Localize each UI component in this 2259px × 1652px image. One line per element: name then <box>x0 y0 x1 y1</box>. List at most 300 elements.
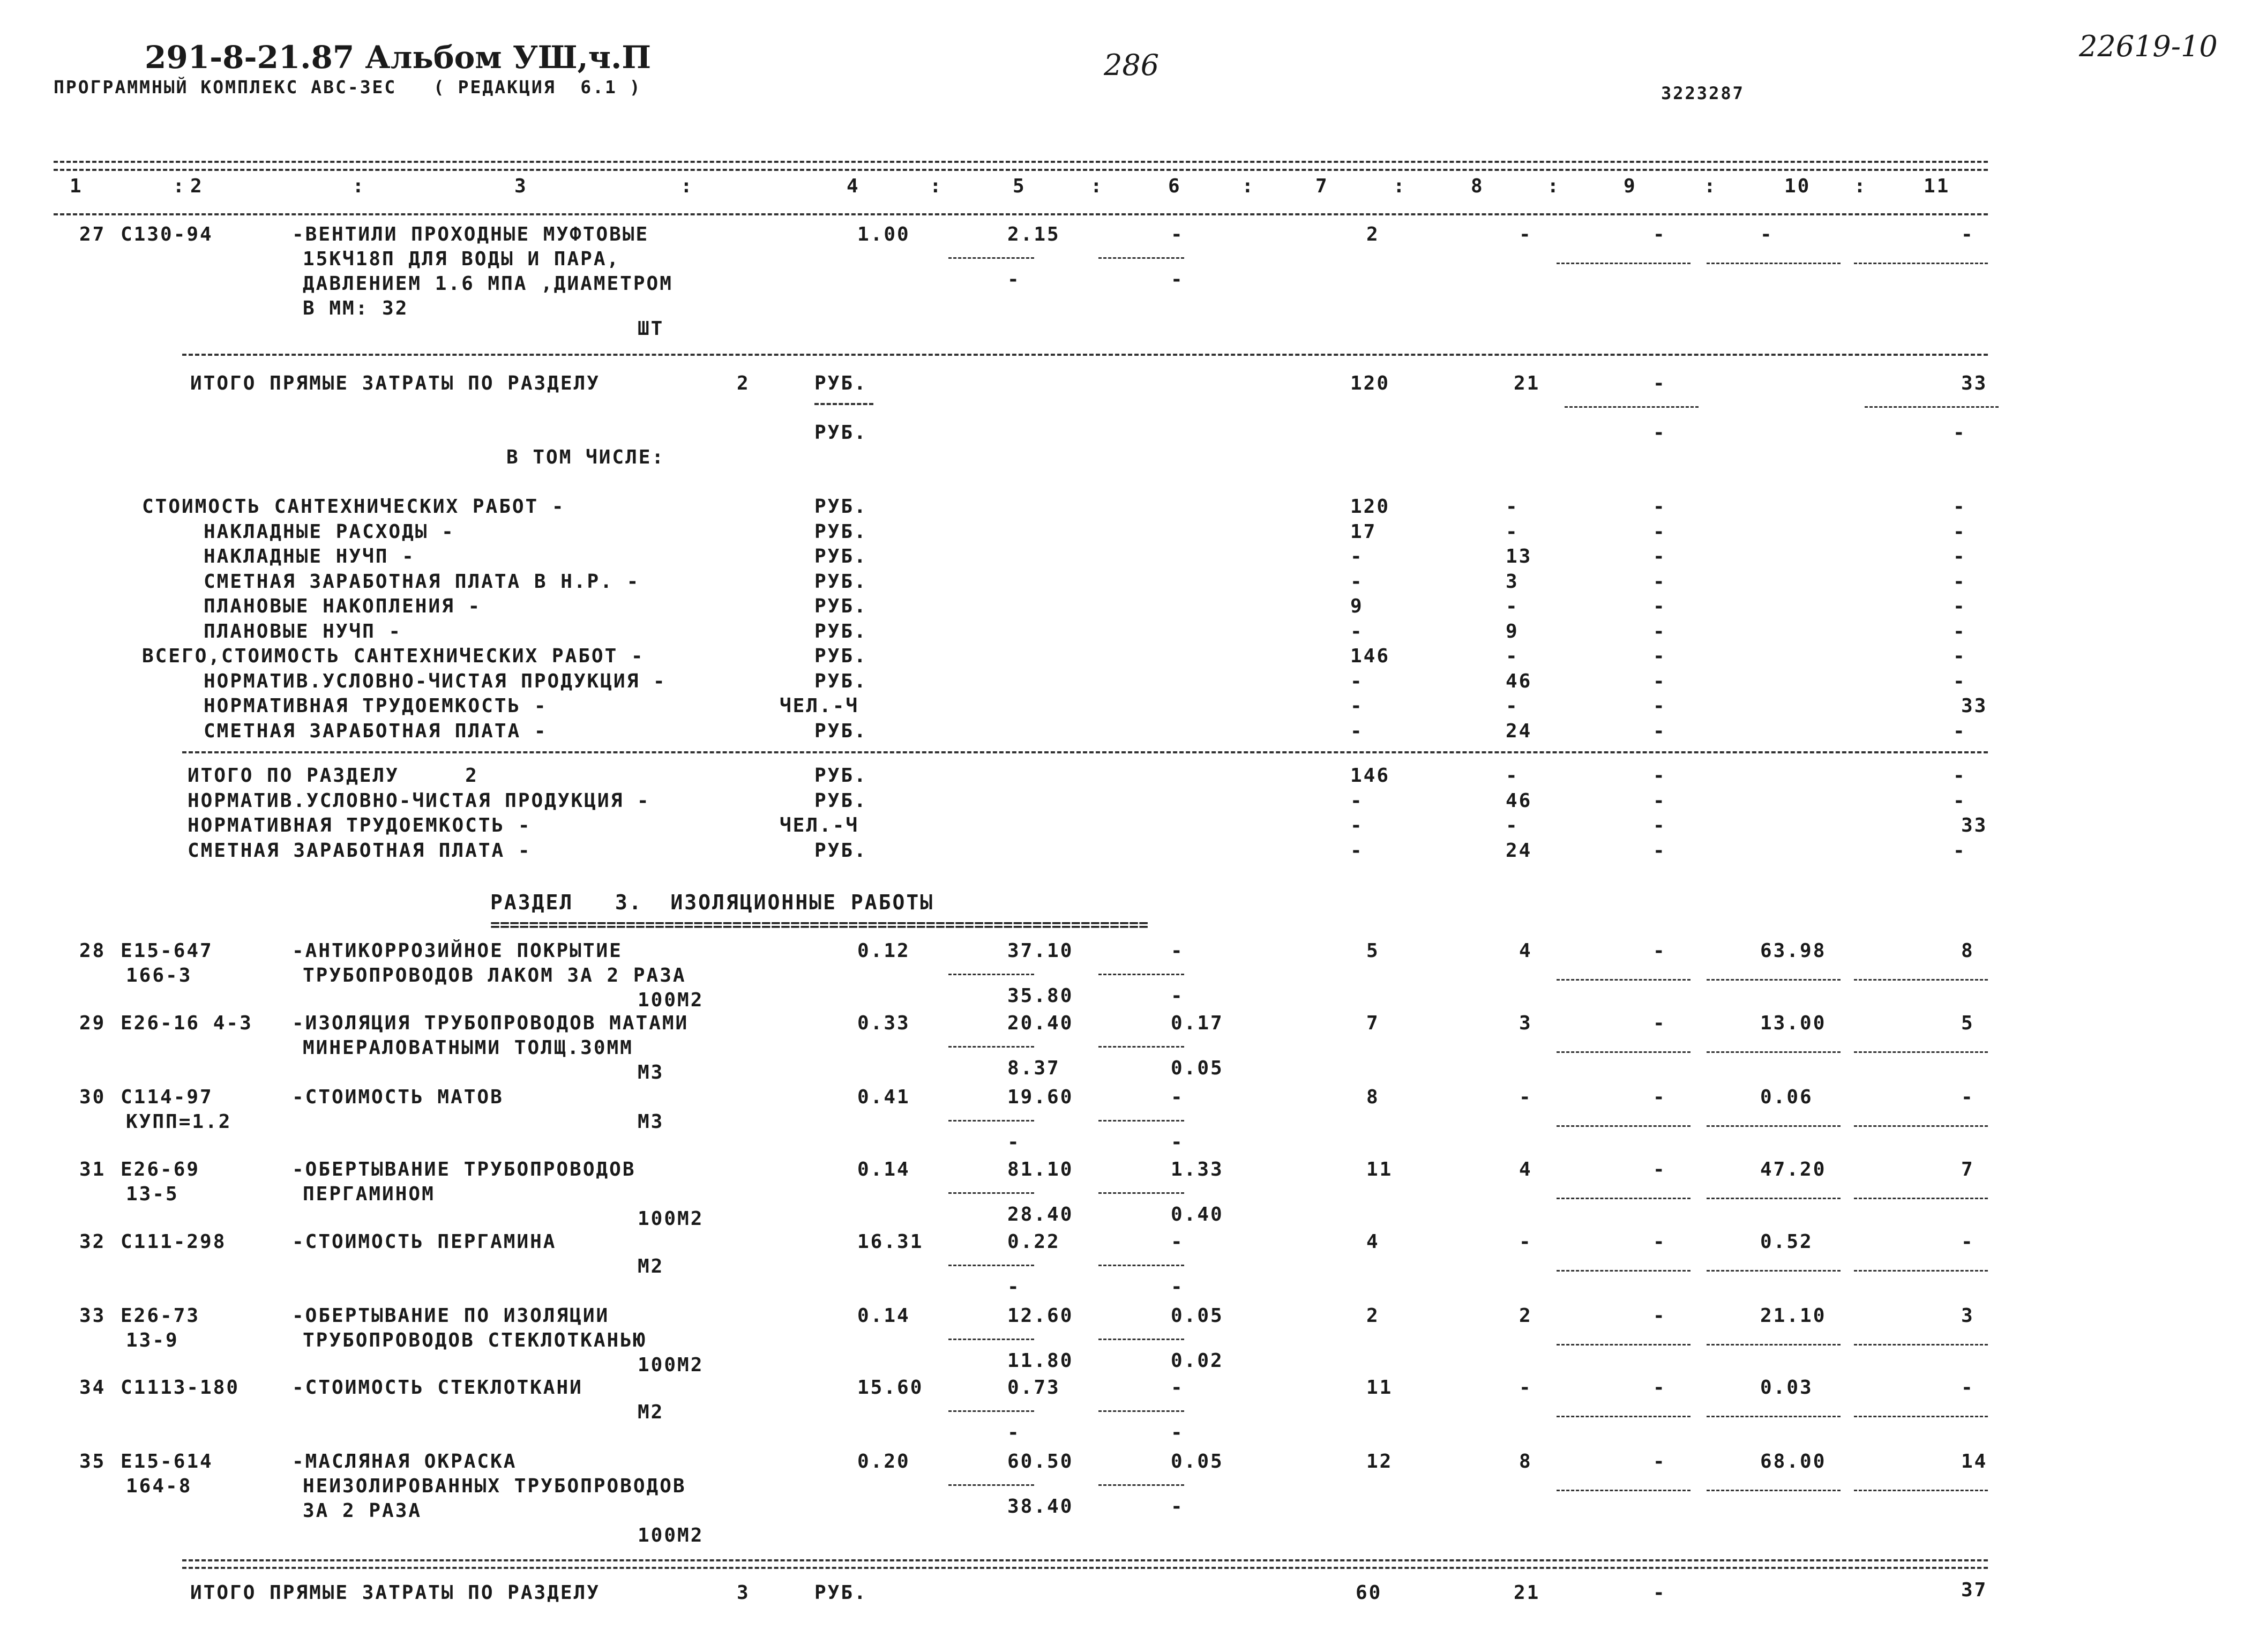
item-col11: 14 <box>1961 1451 1988 1472</box>
item-name-line: 15КЧ18П ДЛЯ ВОДЫ И ПАРА, <box>303 248 620 270</box>
item-number: 27 <box>79 223 106 245</box>
item-machine-wage: 0.02 <box>1171 1350 1224 1372</box>
item-subrule-c10 <box>1707 1051 1841 1053</box>
item-code-extra: КУПП=1.2 <box>126 1111 232 1133</box>
program-line: ПРОГРАММНЫЙ КОМПЛЕКС АВС-ЗЕС ( РЕДАКЦИЯ 6.1 ) <box>54 77 642 98</box>
item-code-extra: 164-8 <box>126 1475 192 1497</box>
column-number: 10 <box>1784 175 1811 197</box>
item-number: 34 <box>79 1377 106 1399</box>
breakdown-c11: - <box>1953 670 1966 692</box>
item-quantity: 0.14 <box>857 1305 910 1327</box>
breakdown-label: НОРМАТИВ.УСЛОВНО-ЧИСТАЯ ПРОДУКЦИЯ - <box>204 670 667 692</box>
item-name-line: -ИЗОЛЯЦИЯ ТРУБОПРОВОДОВ МАТАМИ <box>292 1012 689 1034</box>
item-name-line: ТРУБОПРОВОДОВ ЛАКОМ ЗА 2 РАЗА <box>303 965 686 986</box>
item-unit-wage: - <box>1007 1422 1021 1444</box>
item-machine-wage: - <box>1171 985 1184 1007</box>
item-subrule-c10 <box>1707 1270 1841 1272</box>
sec3-total-c8: 21 <box>1514 1582 1540 1604</box>
column-number: 6 <box>1168 175 1181 197</box>
breakdown-c11: - <box>1953 496 1966 518</box>
item-total-cost: 12 <box>1366 1451 1393 1472</box>
column-separator: : <box>1090 175 1104 197</box>
item-name-line: -СТОИМОСТЬ СТЕКЛОТКАНИ <box>292 1377 583 1399</box>
item-subrule-c9 <box>1557 263 1690 264</box>
breakdown-label: ВСЕГО,СТОИМОСТЬ САНТЕХНИЧЕСКИХ РАБОТ - <box>142 645 645 667</box>
breakdown-c11: - <box>1953 620 1966 642</box>
breakdown-unit: РУБ. <box>814 570 867 593</box>
item-col11: - <box>1961 1086 1974 1108</box>
item-unit: 100М2 <box>638 1524 704 1546</box>
sec2-total-c11: 33 <box>1961 372 1988 394</box>
item-machine-cost: - <box>1171 1231 1184 1253</box>
item-code-extra: 13-9 <box>126 1329 179 1351</box>
item-subrule-c9 <box>1557 1125 1690 1127</box>
item-quantity: 0.12 <box>857 940 910 962</box>
item-col11: - <box>1961 1377 1974 1399</box>
item-subrule-c11 <box>1854 1490 1988 1491</box>
item-unit: 100М2 <box>638 1354 704 1376</box>
item-unit-price: 81.10 <box>1007 1158 1074 1180</box>
sec3-total-c9: - <box>1653 1582 1666 1604</box>
item-name-line: -ВЕНТИЛИ ПРОХОДНЫЕ МУФТОВЫЕ <box>292 223 649 245</box>
column-number: 5 <box>1013 175 1026 197</box>
item-labor: 0.52 <box>1760 1231 1813 1253</box>
sec2-total-unit2: РУБ. <box>814 422 867 444</box>
album-title: 291-8-21.87 Альбом УШ,ч.П <box>145 39 652 76</box>
item-subrule-c11 <box>1854 1344 1988 1345</box>
summary-c11: - <box>1953 765 1966 787</box>
breakdown-c7: 146 <box>1350 645 1390 667</box>
sec3-total-label: ИТОГО ПРЯМЫЕ ЗАТРАТЫ ПО РАЗДЕЛУ <box>190 1582 600 1604</box>
item-subrule-c6 <box>1098 1265 1184 1266</box>
item-name-line: ЗА 2 РАЗА <box>303 1500 422 1522</box>
item-machine-wage: - <box>1171 1422 1184 1444</box>
item-subrule-c5 <box>948 1410 1034 1412</box>
column-number: 9 <box>1624 175 1637 197</box>
item-unit-price: 0.73 <box>1007 1377 1060 1399</box>
item-subrule-c10 <box>1707 1416 1841 1417</box>
item-labor: 0.06 <box>1760 1086 1813 1108</box>
item-subrule-c5 <box>948 257 1034 259</box>
item-subrule-c9 <box>1557 1490 1690 1491</box>
column-number: 1 <box>70 175 83 197</box>
item-quantity: 0.14 <box>857 1158 910 1180</box>
sec2-total-subrule-c11 <box>1865 406 1999 408</box>
breakdown-c8: - <box>1506 645 1519 667</box>
breakdown-c9: - <box>1653 720 1666 742</box>
breakdown-label: НОРМАТИВНАЯ ТРУДОЕМКОСТЬ - <box>204 695 548 717</box>
header-rule <box>54 213 1988 215</box>
item-subrule-c10 <box>1707 1125 1841 1127</box>
breakdown-c11: - <box>1953 720 1966 742</box>
sec3-rule-2 <box>182 1567 1988 1569</box>
summary-label: НОРМАТИВ.УСЛОВНО-ЧИСТАЯ ПРОДУКЦИЯ - <box>188 789 650 812</box>
item-total-cost: 8 <box>1366 1086 1380 1108</box>
item-unit-price: 0.22 <box>1007 1231 1060 1253</box>
summary-c8: 46 <box>1506 789 1532 812</box>
sec3-total-section: 3 <box>737 1582 750 1604</box>
item-number: 33 <box>79 1305 106 1327</box>
summary-label: СМЕТНАЯ ЗАРАБОТНАЯ ПЛАТА - <box>188 839 532 862</box>
item-unit-wage: 38.40 <box>1007 1496 1074 1518</box>
item-code: С130-94 <box>121 223 213 245</box>
breakdown-c8: 24 <box>1506 720 1532 742</box>
sec2-total-c7: 120 <box>1350 372 1390 394</box>
item-subrule-c6 <box>1098 1046 1184 1048</box>
item-quantity: 16.31 <box>857 1231 924 1253</box>
item-total-cost: 5 <box>1366 940 1380 962</box>
breakdown-c7: 17 <box>1350 520 1377 543</box>
item-subrule-c6 <box>1098 1484 1184 1486</box>
item-subrule-c9 <box>1557 1198 1690 1199</box>
breakdown-label: ПЛАНОВЫЕ НАКОПЛЕНИЯ - <box>204 595 482 617</box>
item-col9: - <box>1653 1158 1666 1180</box>
breakdown-label: СМЕТНАЯ ЗАРАБОТНАЯ ПЛАТА В Н.Р. - <box>204 570 640 593</box>
breakdown-label: ПЛАНОВЫЕ НУЧП - <box>204 620 402 642</box>
item-unit-wage: 8.37 <box>1007 1057 1060 1079</box>
item-subrule-c6 <box>1098 1339 1184 1340</box>
breakdown-c9: - <box>1653 496 1666 518</box>
sec2-total-c11b: - <box>1953 422 1966 444</box>
item-machine-cost: - <box>1171 940 1184 962</box>
item-unit-wage: - <box>1007 268 1021 290</box>
breakdown-c7: - <box>1350 620 1364 642</box>
sec2-total-subrule-c9 <box>1565 406 1699 408</box>
item-number: 29 <box>79 1012 106 1034</box>
breakdown-c11: - <box>1953 545 1966 567</box>
item-col11: 8 <box>1961 940 1974 962</box>
column-separator: : <box>1393 175 1407 197</box>
top-rule <box>54 161 1988 163</box>
item-name-line: -МАСЛЯНАЯ ОКРАСКА <box>292 1451 517 1472</box>
summary-c7: - <box>1350 814 1364 836</box>
item-machine-cost: 1.33 <box>1171 1158 1224 1180</box>
summary-c11: - <box>1953 839 1966 862</box>
column-separator: : <box>1547 175 1561 197</box>
summary-c8: - <box>1506 814 1519 836</box>
item-unit: 100М2 <box>638 1208 704 1230</box>
item-unit-price: 19.60 <box>1007 1086 1074 1108</box>
section3-underline: ==================================================================== <box>490 916 1149 935</box>
item-machine-cost: - <box>1171 1377 1184 1399</box>
item-col9: - <box>1653 1305 1666 1327</box>
item-col11: - <box>1961 223 1974 245</box>
item-total-cost: 4 <box>1366 1231 1380 1253</box>
item-name-line: ДАВЛЕНИЕМ 1.6 МПА ,ДИАМЕТРОМ <box>303 273 673 295</box>
breakdown-c9: - <box>1653 545 1666 567</box>
item-subrule-c9 <box>1557 1270 1690 1272</box>
breakdown-label: НАКЛАДНЫЕ НУЧП - <box>204 545 415 567</box>
sec3-total-c11: 37 <box>1961 1579 1988 1601</box>
item-total-cost: 2 <box>1366 1305 1380 1327</box>
breakdown-c9: - <box>1653 620 1666 642</box>
item-name-line: ПЕРГАМИНОМ <box>303 1183 435 1205</box>
item-total-cost: 11 <box>1366 1158 1393 1180</box>
breakdown-c9: - <box>1653 520 1666 543</box>
breakdown-c11: - <box>1953 595 1966 617</box>
item-col11: 7 <box>1961 1158 1974 1180</box>
item-total-wage: 3 <box>1519 1012 1532 1034</box>
item-unit-price: 37.10 <box>1007 940 1074 962</box>
item-col11: - <box>1961 1231 1974 1253</box>
item-machine-cost: 0.17 <box>1171 1012 1224 1034</box>
breakdown-unit: РУБ. <box>814 595 867 617</box>
sec2-total-unit: РУБ. <box>814 372 867 394</box>
item-unit: М2 <box>638 1255 664 1277</box>
item-machine-wage: 0.05 <box>1171 1057 1224 1079</box>
item-subrule-c6 <box>1098 1192 1184 1194</box>
register-number: 3223287 <box>1661 83 1745 103</box>
column-number: 4 <box>847 175 860 197</box>
summary-label: ИТОГО ПО РАЗДЕЛУ 2 <box>188 765 478 787</box>
item-subrule-c11 <box>1854 263 1988 264</box>
item-unit-wage: 11.80 <box>1007 1350 1074 1372</box>
item-unit-wage: - <box>1007 1131 1021 1153</box>
summary-c11: - <box>1953 789 1966 812</box>
item-col11: 3 <box>1961 1305 1974 1327</box>
breakdown-c8: 9 <box>1506 620 1519 642</box>
item-unit: М3 <box>638 1062 664 1083</box>
item-subrule-c5 <box>948 1192 1034 1194</box>
item-name-line: -ОБЕРТЫВАНИЕ ТРУБОПРОВОДОВ <box>292 1158 636 1180</box>
summary-c7: - <box>1350 839 1364 862</box>
sec2-total-c8: 21 <box>1514 372 1540 394</box>
breakdown-c8: 46 <box>1506 670 1532 692</box>
breakdown-c9: - <box>1653 695 1666 717</box>
sec3-rule <box>182 1559 1988 1561</box>
breakdown-c8: - <box>1506 496 1519 518</box>
item-subrule-c9 <box>1557 1051 1690 1053</box>
item-subrule-c11 <box>1854 979 1988 981</box>
summary-c8: - <box>1506 765 1519 787</box>
summary-c9: - <box>1653 765 1666 787</box>
item-total-wage: - <box>1519 1231 1532 1253</box>
item-subrule-c5 <box>948 1046 1034 1048</box>
item-labor: 0.03 <box>1760 1377 1813 1399</box>
item-col9: - <box>1653 1377 1666 1399</box>
sec3-total-unit: РУБ. <box>814 1582 867 1604</box>
column-number: 2 <box>190 175 204 197</box>
column-number: 11 <box>1924 175 1950 197</box>
item-unit: М3 <box>638 1111 664 1133</box>
summary-c9: - <box>1653 789 1666 812</box>
breakdown-c9: - <box>1653 570 1666 593</box>
summary-c8: 24 <box>1506 839 1532 862</box>
item-machine-wage: - <box>1171 1496 1184 1518</box>
item-machine-cost: - <box>1171 223 1184 245</box>
item-code: С111-298 <box>121 1231 227 1253</box>
item-subrule-c9 <box>1557 979 1690 981</box>
item-labor: 13.00 <box>1760 1012 1827 1034</box>
item-unit-wage: 35.80 <box>1007 985 1074 1007</box>
breakdown-c11: 33 <box>1961 695 1988 717</box>
item-quantity: 15.60 <box>857 1377 924 1399</box>
summary-c7: 146 <box>1350 765 1390 787</box>
item-subrule-c5 <box>948 1265 1034 1266</box>
item-subrule-c5 <box>948 1339 1034 1340</box>
breakdown-unit: РУБ. <box>814 545 867 567</box>
item-name-line: -ОБЕРТЫВАНИЕ ПО ИЗОЛЯЦИИ <box>292 1305 610 1327</box>
item-total-cost: 7 <box>1366 1012 1380 1034</box>
item-labor: 21.10 <box>1760 1305 1827 1327</box>
item-name-line: -СТОИМОСТЬ ПЕРГАМИНА <box>292 1231 557 1253</box>
summary-label: НОРМАТИВНАЯ ТРУДОЕМКОСТЬ - <box>188 814 532 836</box>
item-total-cost: 2 <box>1366 223 1380 245</box>
item-name-line: ТРУБОПРОВОДОВ СТЕКЛОТКАНЬЮ <box>303 1329 647 1351</box>
item-subrule-c11 <box>1854 1270 1988 1272</box>
summary-unit: РУБ. <box>814 765 867 787</box>
item-col9: - <box>1653 1231 1666 1253</box>
item-name-line: -СТОИМОСТЬ МАТОВ <box>292 1086 504 1108</box>
item-total-wage: - <box>1519 1377 1532 1399</box>
item-machine-wage: - <box>1171 268 1184 290</box>
breakdown-c8: - <box>1506 695 1519 717</box>
breakdown-c9: - <box>1653 595 1666 617</box>
item-unit-wage: 28.40 <box>1007 1204 1074 1225</box>
top-rule-2 <box>54 169 1988 171</box>
item-subrule-c6 <box>1098 257 1184 259</box>
breakdown-unit: РУБ. <box>814 620 867 642</box>
item-unit-price: 20.40 <box>1007 1012 1074 1034</box>
summary-c11: 33 <box>1961 814 1988 836</box>
summary-rule <box>182 751 1988 753</box>
item-quantity: 0.20 <box>857 1451 910 1472</box>
item-total-wage: 8 <box>1519 1451 1532 1472</box>
item-quantity: 0.33 <box>857 1012 910 1034</box>
item-machine-cost: 0.05 <box>1171 1305 1224 1327</box>
item-subrule-c5 <box>948 974 1034 975</box>
item-number: 31 <box>79 1158 106 1180</box>
item-labor: 47.20 <box>1760 1158 1827 1180</box>
item-subrule-c10 <box>1707 1198 1841 1199</box>
page-number: 286 <box>1104 48 1160 82</box>
breakdown-unit: РУБ. <box>814 670 867 692</box>
breakdown-c7: - <box>1350 695 1364 717</box>
item-name-line: В ММ: 32 <box>303 297 409 319</box>
item-code: Е26-73 <box>121 1305 200 1327</box>
sec2-total-c9b: - <box>1653 422 1666 444</box>
breakdown-label: СТОИМОСТЬ САНТЕХНИЧЕСКИХ РАБОТ - <box>142 496 565 518</box>
breakdown-c9: - <box>1653 645 1666 667</box>
item-labor: - <box>1760 223 1774 245</box>
breakdown-c11: - <box>1953 520 1966 543</box>
item-unit: М2 <box>638 1401 664 1423</box>
item-unit-wage: - <box>1007 1276 1021 1298</box>
breakdown-unit: РУБ. <box>814 520 867 543</box>
item-labor: 68.00 <box>1760 1451 1827 1472</box>
breakdown-unit: РУБ. <box>814 496 867 518</box>
summary-unit: РУБ. <box>814 789 867 812</box>
column-separator: : <box>680 175 694 197</box>
summary-unit: ЧЕЛ.-Ч <box>780 814 859 836</box>
breakdown-c7: 120 <box>1350 496 1390 518</box>
item-code: Е26-69 <box>121 1158 200 1180</box>
breakdown-c8: 3 <box>1506 570 1519 593</box>
column-separator: : <box>1704 175 1717 197</box>
item-col9: - <box>1653 1086 1666 1108</box>
breakdown-c7: - <box>1350 670 1364 692</box>
item-code: С114-97 <box>121 1086 213 1108</box>
item-subrule-c10 <box>1707 263 1841 264</box>
sec2-rule <box>182 354 1988 356</box>
breakdown-c11: - <box>1953 645 1966 667</box>
item-code-extra: 13-5 <box>126 1183 179 1205</box>
breakdown-c7: - <box>1350 570 1364 593</box>
document-code: 22619-10 <box>2079 29 2218 63</box>
item-quantity: 0.41 <box>857 1086 910 1108</box>
item-number: 30 <box>79 1086 106 1108</box>
item-number: 28 <box>79 940 106 962</box>
including-label: В ТОМ ЧИСЛЕ: <box>506 446 665 468</box>
summary-c9: - <box>1653 839 1666 862</box>
item-subrule-c10 <box>1707 1344 1841 1345</box>
item-unit-price: 60.50 <box>1007 1451 1074 1472</box>
item-total-cost: 11 <box>1366 1377 1393 1399</box>
item-col9: - <box>1653 1451 1666 1472</box>
item-quantity: 1.00 <box>857 223 910 245</box>
summary-unit: РУБ. <box>814 839 867 862</box>
item-subrule-c6 <box>1098 1410 1184 1412</box>
column-number: 7 <box>1315 175 1329 197</box>
sec2-total-subrule <box>814 403 873 405</box>
item-unit-price: 12.60 <box>1007 1305 1074 1327</box>
item-labor: 63.98 <box>1760 940 1827 962</box>
item-code-extra: 166-3 <box>126 965 192 986</box>
item-col9: - <box>1653 223 1666 245</box>
column-number: 3 <box>514 175 528 197</box>
breakdown-c8: - <box>1506 520 1519 543</box>
column-number: 8 <box>1471 175 1484 197</box>
item-machine-wage: - <box>1171 1276 1184 1298</box>
item-col9: - <box>1653 940 1666 962</box>
item-unit-price: 2.15 <box>1007 223 1060 245</box>
column-separator: : <box>173 175 186 197</box>
item-total-wage: 4 <box>1519 940 1532 962</box>
column-separator: : <box>1241 175 1255 197</box>
item-name-line: МИНЕРАЛОВАТНЫМИ ТОЛЩ.30ММ <box>303 1037 633 1059</box>
breakdown-c11: - <box>1953 570 1966 593</box>
item-code: Е15-614 <box>121 1451 213 1472</box>
item-machine-wage: 0.40 <box>1171 1204 1224 1225</box>
item-subrule-c9 <box>1557 1416 1690 1417</box>
item-subrule-c10 <box>1707 1490 1841 1491</box>
item-code: С1113-180 <box>121 1377 240 1399</box>
item-subrule-c10 <box>1707 979 1841 981</box>
item-unit: ШТ <box>638 318 664 340</box>
breakdown-c9: - <box>1653 670 1666 692</box>
item-col9: - <box>1653 1012 1666 1034</box>
item-subrule-c9 <box>1557 1344 1690 1345</box>
item-total-wage: - <box>1519 223 1532 245</box>
breakdown-c7: - <box>1350 720 1364 742</box>
item-col11: 5 <box>1961 1012 1974 1034</box>
summary-c7: - <box>1350 789 1364 812</box>
breakdown-unit: ЧЕЛ.-Ч <box>780 695 859 717</box>
breakdown-label: НАКЛАДНЫЕ РАСХОДЫ - <box>204 520 455 543</box>
item-subrule-c11 <box>1854 1198 1988 1199</box>
item-name-line: НЕИЗОЛИРОВАННЫХ ТРУБОПРОВОДОВ <box>303 1475 686 1497</box>
section3-title: РАЗДЕЛ 3. ИЗОЛЯЦИОННЫЕ РАБОТЫ <box>490 891 934 914</box>
item-unit: 100М2 <box>638 989 704 1011</box>
item-machine-cost: - <box>1171 1086 1184 1108</box>
item-name-line: -АНТИКОРРОЗИЙНОЕ ПОКРЫТИЕ <box>292 940 623 962</box>
breakdown-unit: РУБ. <box>814 720 867 742</box>
item-subrule-c11 <box>1854 1416 1988 1417</box>
item-subrule-c5 <box>948 1484 1034 1486</box>
item-subrule-c11 <box>1854 1051 1988 1053</box>
item-subrule-c6 <box>1098 1120 1184 1122</box>
item-machine-wage: - <box>1171 1131 1184 1153</box>
